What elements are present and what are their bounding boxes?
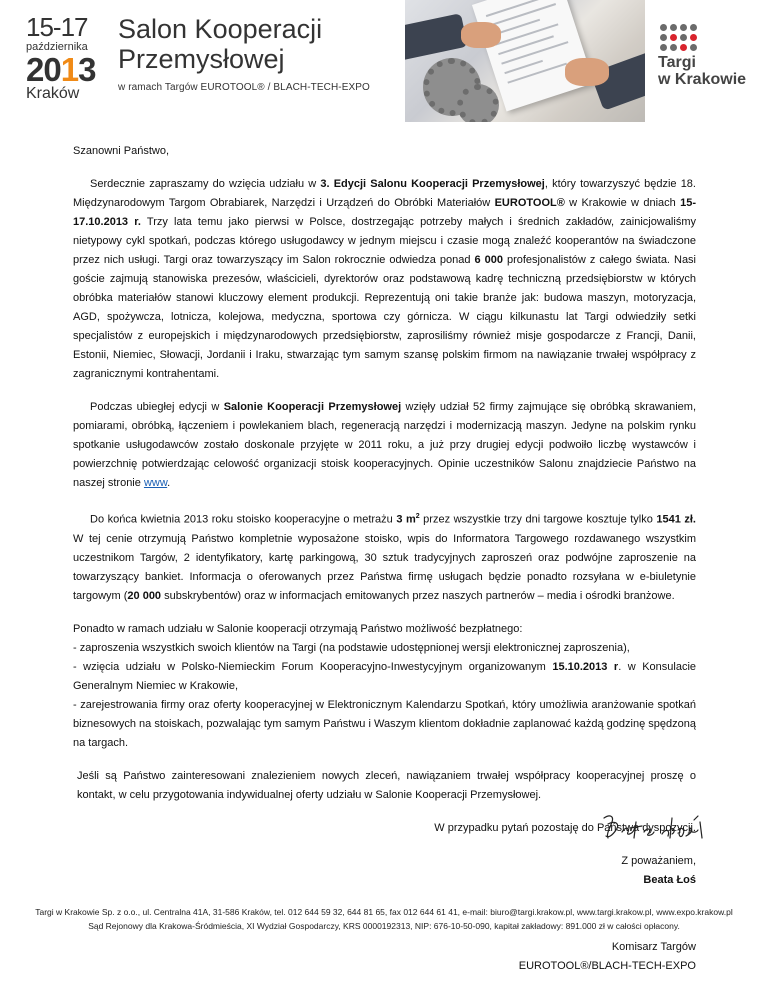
p4-item-2-bold-date: 15.10.2013 r: [552, 660, 619, 673]
p2-text: .: [167, 477, 171, 489]
p1-bold-salon: 3. Edycji Salonu Kooperacji Przemysłowej: [320, 178, 545, 190]
p4-item-2: [73, 658, 696, 696]
p3-text: subskrybentów) oraz w informacjach emitowanych przez naszych partnerów – media i ośrodki branżowe.: [161, 589, 675, 602]
event-month: października: [26, 41, 88, 53]
closing-line: W przypadku pytań pozostaję do Państwa dyspozycji.: [434, 821, 696, 834]
event-date-block: [26, 14, 110, 102]
signer-event: EUROTOOL®/BLACH-TECH-EXPO: [518, 959, 696, 972]
p1-bold-eurotool: EUROTOOL®: [494, 197, 565, 209]
p3-bold-area: 3 m: [396, 513, 416, 526]
p4-item-3: - zarejestrowania firmy oraz oferty kooperacyjnej w Elektronicznym Kalendarzu Spotkań, który umożliwia aranżowanie spotkań biznesowych na stoiskach, pozwalając tym samym Państwu i Waszym klientom dokładnie zaplanować każdą godzinę spędzoną na targach.: [73, 698, 696, 749]
footer-line-2: Sąd Rejonowy dla Krakowa-Śródmieścia, XI Wydział Gospodarczy, KRS 0000192313, NIP: 676-10-50-090, kapitał zakładowy: 891.000 zł w całości opłacony.: [88, 921, 680, 931]
p2-text: wzięły udział 52 firmy zajmujące się obróbką skrawaniem, pomiarami, obróbką, łączeniem i powlekaniem blach, regeneracją narzędzi i modernizacją maszyn. Jedyne na polskim rynku spotkanie usługodawców zostało doskonale przyjęte w 2011 roku, a już przy drugiej edycji podwoiło liczbę wystawców i powierzchnię potwierdzając celowość organizacji stoisk kooperacyjnych. Opinie uczestników Salonu znajdziecie Państwo na naszej stronie: [73, 401, 697, 489]
p3-text: przez wszystkie trzy dni targowe kosztuje tylko: [419, 513, 657, 526]
p2-bold-salon: Salonie Kooperacji Przemysłowej: [223, 401, 402, 413]
year-prefix: 20: [26, 51, 61, 88]
event-city: Kraków: [26, 85, 80, 102]
p4-item-2-text: . w Konsulacie Generalnym Niemiec w Krakowie,: [73, 660, 697, 692]
event-year: [26, 51, 110, 88]
p1-text: profesjonalistów z całego świata. Nasi goście zajmują stanowiska prezesów, właścicieli, dyrektorów oraz podstawową kadrę techniczną przedsiębiorstw w których obróbka materiałów stanowi kluczowy element produkcji. Reprezentują oni takie branże jak: budowa maszyn, motoryzacja, AGD, spożywcza, lotnicza, kolejowa, medyczna, sportowa czy górnicza. W ciągu kilkunastu lat Targi odwiedziły setki specjalistów z europejskich i międzynarodowych przedsiębiorstw, zaprosiliśmy również misje gospodarcze z Francji, Danii, Estonii, Niemiec, Słowacji, Jordanii i Iraku, stwarzając tym samym szansę polskim firmom na nawiązanie trwałej współpracy z zagranicznymi kontrahentami.: [73, 254, 696, 380]
p3-text: Do końca kwietnia 2013 roku stoisko kooperacyjne o metrażu: [90, 513, 397, 526]
footer-line-1: Targi w Krakowie Sp. z o.o., ul. Centralna 41A, 31-586 Kraków, tel. 012 644 59 32, 644 81 65, fax 012 644 61 41, e-mail: biuro@targi.krakow.pl, www.targi.krakow.pl, www.expo.krakow.pl: [35, 907, 733, 917]
handwritten-signature: [600, 808, 710, 844]
p1-text: , który towarzyszyć będzie 18. Międzynarodowym Targom Obrabiarek, Narzędzi i Urządzeń do Obróbki Materiałów: [73, 178, 696, 209]
signer-title: Komisarz Targów: [611, 940, 696, 953]
event-title-line-1: Salon Kooperacji: [118, 14, 323, 44]
p1-text: Trzy lata temu jako pierwsi w Polsce, dostrzegając potrzeby małych i średnich zakładów, zainicjowaliśmy nietypowy cykl spotkań, podczas którego usługodawcy w jednym miejscu i czasie mogą znaleźć kooperantów na świadczone przez nich usługi. Targi oraz towarzyszący im Salon rokrocznie odwiedza ponad: [73, 216, 696, 266]
p3-bold-price: 1541 zł.: [656, 513, 696, 526]
footer: [0, 905, 768, 933]
p3-bold-subscribers: 20 000: [127, 589, 162, 602]
header-photo: [405, 0, 645, 122]
logo-line-1: Targi: [658, 54, 696, 71]
p4-item-2-text: - wzięcia udziału w Polsko-Niemieckim Forum Kooperacyjno-Inwestycyjnym organizowanym: [73, 660, 553, 673]
year-highlight: 1: [60, 51, 79, 88]
logo-wordmark: [658, 54, 746, 88]
p2-text: Podczas ubiegłej edycji w: [90, 401, 224, 413]
event-subtitle: w ramach Targów EUROTOOL® / BLACH-TECH-EXPO: [118, 82, 370, 93]
signer-name: Beata Łoś: [643, 873, 696, 886]
regards: Z poważaniem,: [621, 854, 696, 867]
p1-bold-dates: 15-17.10.2013 r.: [73, 197, 696, 228]
p1-text: w Krakowie w dniach: [564, 197, 681, 209]
letterhead: [0, 0, 768, 122]
p3-superscript: 2: [415, 513, 420, 520]
paragraph-2: [73, 398, 696, 493]
letter-body: [73, 142, 696, 976]
paragraph-5: Jeśli są Państwo zainteresowani znalezieniem nowych zleceń, nawiązaniem trwałej współpracy kooperacyjnej proszę o kontakt, w celu przygotowania indywidualnej oferty udziału w Salonie Kooperacji Przemysłowej.: [77, 769, 696, 801]
event-date-range: 15-17: [26, 12, 88, 42]
www-link[interactable]: www: [143, 477, 168, 489]
p4-intro: Ponadto w ramach udziału w Salonie kooperacji otrzymają Państwo możliwość bezpłatnego:: [73, 622, 523, 635]
event-title-line-2: Przemysłowej: [118, 44, 285, 74]
p1-text: Serdecznie zapraszamy do wzięcia udziału w: [90, 178, 321, 190]
p4-item-1: - zaproszenia wszystkich swoich klientów na Targi (na podstawie udostępnionej wersji elektronicznej zaproszenia),: [73, 641, 630, 654]
paragraph-3: [73, 507, 696, 606]
p1-bold-visitors: 6 000: [474, 254, 503, 266]
salutation: Szanowni Państwo,: [73, 145, 169, 157]
paragraph-1: [73, 175, 696, 384]
p3-text: W tej cenie otrzymują Państwo kompletnie wyposażone stoisko, wpis do Informatora Targowego rozdawanego wszystkim uczestnikom Targów, 2 identyfikatory, kartę parkingową, 30 sztuk tradycyjnych zaproszeń oraz podwójne zaproszenie na towarzyszący bankiet. Informacja o oferowanych przez Państwa firmę usługach będzie ponadto rozsyłana w e-biuletynie targowym (: [73, 532, 696, 602]
event-title-block: [118, 14, 370, 93]
paragraph-4: [73, 620, 696, 753]
logo-line-2: w Krakowie: [658, 71, 747, 88]
year-suffix: 3: [78, 51, 96, 88]
